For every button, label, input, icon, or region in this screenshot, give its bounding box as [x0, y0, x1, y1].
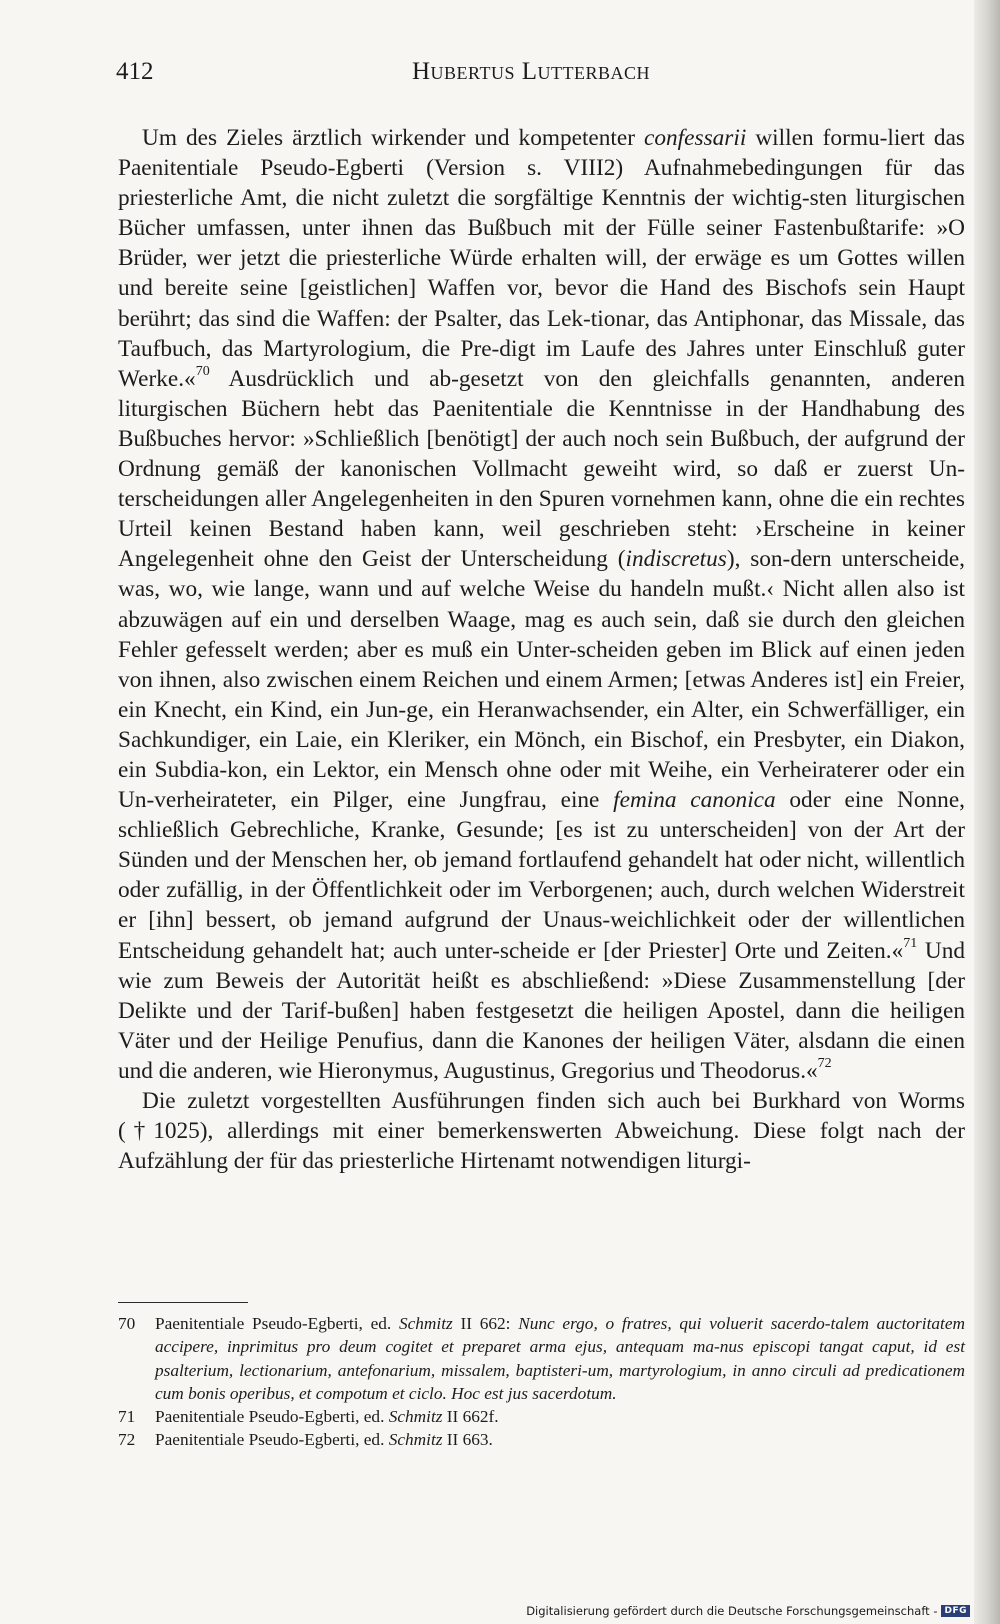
- paragraph-1: [118, 123, 965, 1086]
- italic-run: Schmitz: [388, 1430, 443, 1450]
- text-run: II 663.: [442, 1430, 493, 1450]
- footnotes: [118, 1312, 965, 1452]
- digitization-footer: [526, 1603, 970, 1619]
- text-run: Paenitentiale Pseudo-Egberti, ed.: [155, 1430, 389, 1450]
- italic-run: indiscretus: [625, 546, 727, 573]
- footnote-72: [118, 1428, 965, 1451]
- footnote-71: [118, 1405, 965, 1428]
- footnote-ref: 72: [817, 1056, 832, 1072]
- footnote-70: [118, 1312, 965, 1405]
- text-run: Paenitentiale Pseudo-Egberti, ed.: [155, 1314, 399, 1333]
- footnote-text: [155, 1407, 499, 1426]
- footnote-number: 70: [118, 1314, 136, 1333]
- footnote-text: [155, 1314, 965, 1403]
- footer-credit: Digitalisierung gefördert durch die Deutsche Forschungsgemeinschaft -: [526, 1604, 938, 1618]
- text-run: Die zuletzt vorgestellten Ausführungen finden sich auch bei Burkhard von Worms (†1025), allerdings mit einer bemerkenswerten Abweichung. Diese folgt nach der Aufzählung der für das priesterliche Hirtenamt notwendigen liturgi-: [118, 1088, 965, 1175]
- footnote-ref: 70: [195, 363, 210, 379]
- text-run: Um des Zieles ärztlich wirkender und kompetenter: [142, 125, 645, 151]
- dfg-logo: DFG: [941, 1605, 970, 1617]
- text-run: Und wie zum Beweis der Autorität heißt es abschließend: »Diese Zusammenstellung [der Delikte und der Tarif-bußen] haben festgesetzt die heiligen Apostel, dann die heiligen Väter und der Heilige Penufius, dann die Kanones der heiligen Väter, alsdann die einen und die anderen, wie Hieronymus, Augustinus, Gregorius und Theodorus.«: [118, 937, 965, 1084]
- paragraph-2: [118, 1086, 965, 1176]
- text-run: oder eine Nonne, schließlich Gebrechliche, Kranke, Gesunde; [es ist zu unterscheiden] von der Art der Sünden und der Menschen her, ob jemand fortlaufend gehandelt hat oder nicht, willentlich oder zufällig, in der Öffentlichkeit oder im Verborgenen; auch, durch welchen Widerstreit er [ihn] bessert, ob jemand aufgrund der Unaus-weichlichkeit oder der willentlichen Entscheidung gehandelt hat; auch unter-scheide er [der Priester] Orte und Zeiten.«: [118, 787, 965, 964]
- footnote-separator: [118, 1302, 248, 1303]
- footnote-text: [155, 1430, 493, 1449]
- body-text: [118, 123, 965, 1176]
- text-run: willen formu-liert das Paenitentiale Pseudo-Egberti (Version s. VIII2) Aufnahmebedingungen für das priesterliche Amt, die nicht zuletzt die sorgfältige Kenntnis der wichtig-sten liturgischen Bücher umfassen, unter ihnen das Bußbuch mit der Fülle seiner Fastenbußtarife: »O Brüder, wer jetzt die priesterliche Würde erhalten will, der erwäge es um Gottes willen und bereite seine [geistlichen] Waffen vor, bevor die Hand des Bischofs sein Haupt berührt; das sind die Waffen: der Psalter, das Lek-tionar, das Antiphonar, das Missale, das Taufbuch, das Martyrologium, die Pre-digt im Laufe des Jahres unter Einschluß guter Werke.«: [118, 125, 965, 392]
- italic-run: confessarii: [644, 125, 747, 151]
- footnote-number: 71: [118, 1407, 136, 1427]
- text-run: II 662f.: [442, 1407, 499, 1427]
- page-header: [116, 58, 966, 88]
- footnote-number: 72: [118, 1430, 136, 1450]
- italic-run: femina canonica: [613, 787, 776, 814]
- italic-run: Nunc ergo, o fratres, qui voluerit sacerdo-talem auctoritatem accipere, inprimitus pro deum cogitet et preparet arma ejus, antequam ma-nus episcopi tangat caput, id est psalterium, lectionarium, antefonarium, missalem, baptisteri-um, martyrologium, in anno circuli ad predicationem cum bonis operibus, et compotum et ciclo. Hoc est jus sacerdotum.: [155, 1314, 965, 1403]
- text-run: Ausdrücklich und ab-gesetzt von den gleichfalls genannten, anderen liturgischen Büchern hebt das Paenitentiale die Kenntnisse in der Handhabung des Bußbuches hervor: »Schließlich [benötigt] der auch noch sein Bußbuch, der aufgrund der Ordnung gemäß der kanonischen Vollmacht geweiht wird, so daß er zuerst Un-terscheidungen aller Angelegenheiten in den Spuren vornehmen kann, ohne die ein rechtes Urteil keinen Bestand haben kann, weil geschrieben steht: ›Erscheine in keiner Angelegenheit ohne den Geist der Unterscheidung (: [118, 365, 965, 573]
- italic-run: Schmitz: [398, 1314, 453, 1333]
- text-run: II 662:: [452, 1314, 519, 1333]
- page-number: 412: [116, 58, 154, 85]
- text-run: Paenitentiale Pseudo-Egberti, ed.: [155, 1407, 389, 1427]
- scan-page-edge: [974, 0, 1000, 1624]
- text-run: ), son-dern unterscheide, was, wo, wie lange, wann und auf welche Weise du handeln mußt.‹ Nicht allen also ist abzuwägen auf ein und derselben Waage, mag es auch sein, daß sie durch den gleichen Fehler gefesselt werden; aber es muß ein Unter-scheiden geben im Blick auf einen jeden von ihnen, also zwischen einem Reichen und einem Armen; [etwas Anderes ist] ein Freier, ein Knecht, ein Kind, ein Jun-ge, ein Heranwachsender, ein Alter, ein Schwerfälliger, ein Sachkundiger, ein Laie, ein Kleriker, ein Mönch, ein Bischof, ein Presbyter, ein Diakon, ein Subdia-kon, ein Lektor, ein Mensch ohne oder mit Weihe, ein Verheiraterer oder ein Un-verheirateter, ein Pilger, eine Jungfrau, eine: [118, 546, 966, 814]
- running-head: Hubertus Lutterbach: [412, 58, 651, 85]
- italic-run: Schmitz: [388, 1407, 443, 1427]
- footnote-ref: 71: [903, 935, 918, 951]
